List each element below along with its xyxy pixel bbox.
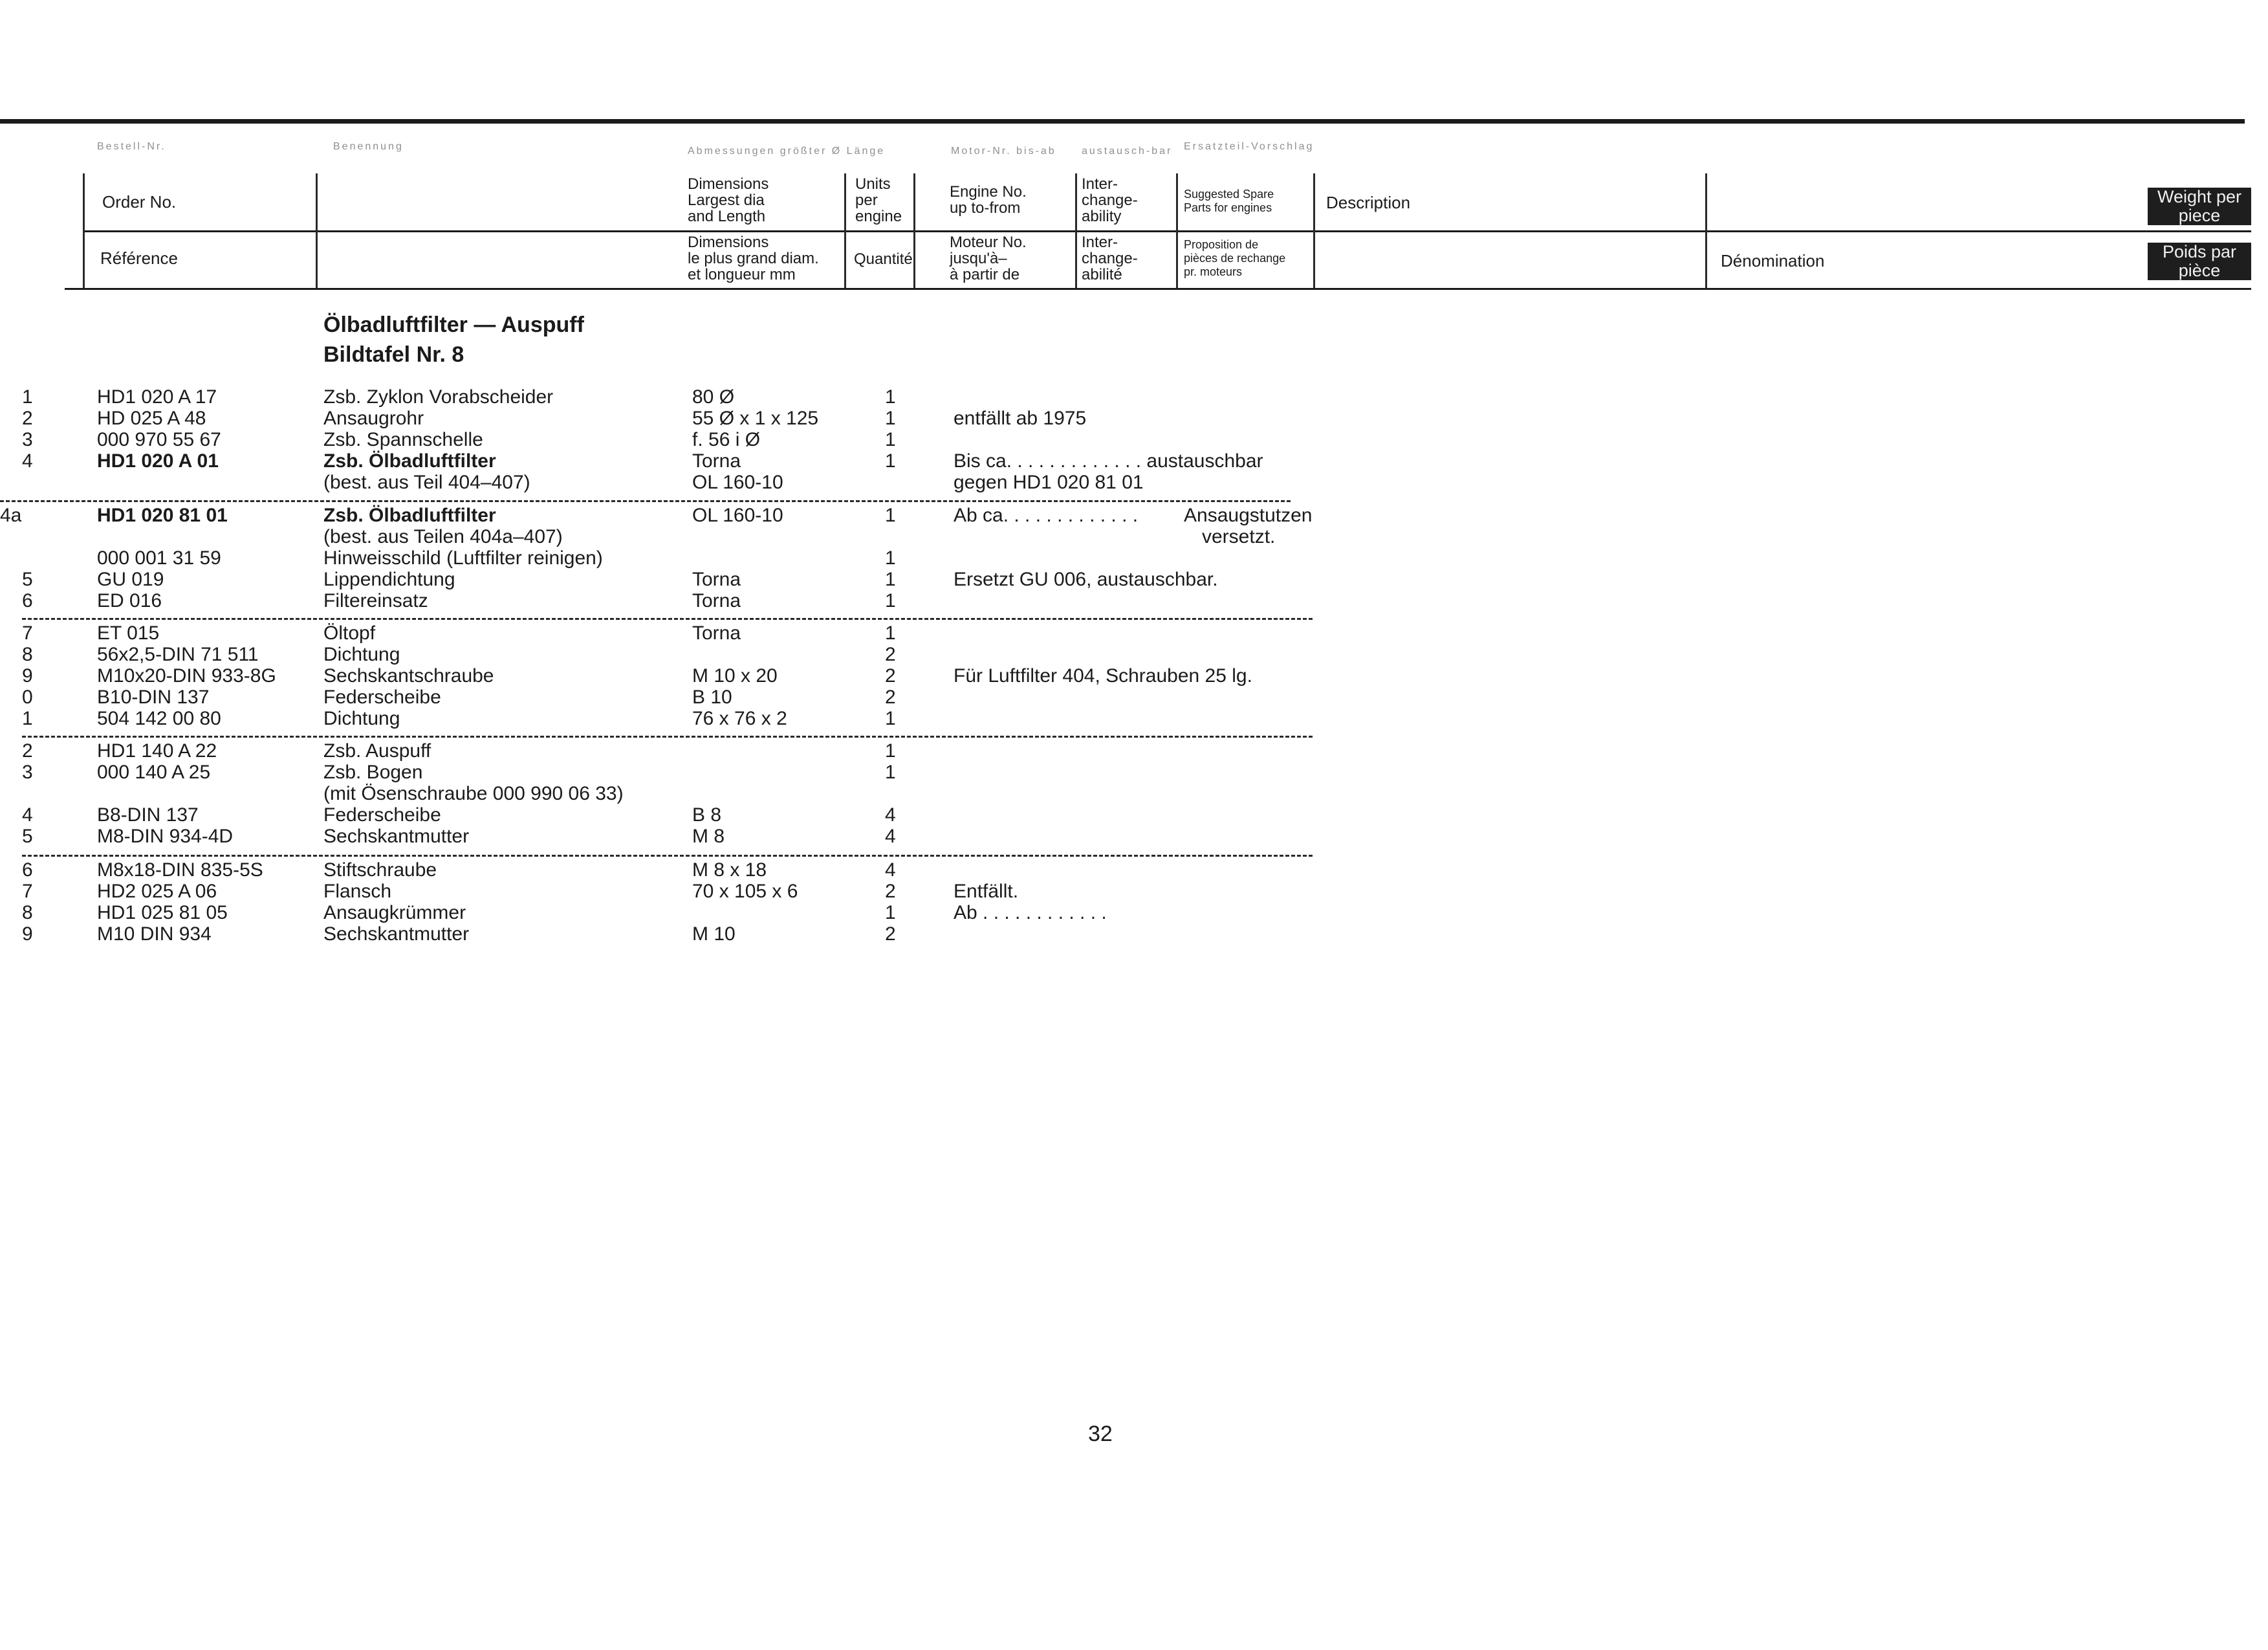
col-line [1313, 173, 1315, 289]
interchangeability-header: Inter- change- ability [1082, 175, 1138, 225]
col-line [1705, 173, 1707, 289]
table-row: 7 ET 015 Öltopf Torna 1 [22, 622, 896, 644]
moteur-no-header: Moteur No. jusqu'à– à partir de [950, 234, 1027, 283]
table-row: 2 HD1 140 A 22 Zsb. Auspuff 1 [22, 740, 896, 762]
header-bottom-rule [65, 288, 2251, 290]
faint-engine-label: Motor-Nr. bis-ab [951, 146, 1056, 157]
quantite-header: Quantité [854, 250, 913, 268]
top-rule [0, 119, 2245, 124]
table-row: 2 HD 025 A 48 Ansaugrohr 55 Ø x 1 x 125 1 entfällt ab 1975 [22, 408, 1087, 429]
proposition-header: Proposition de pièces de rechange pr. moteurs [1184, 238, 1286, 278]
table-row: 6 ED 016 Filtereinsatz Torna 1 [22, 590, 896, 611]
faint-order-label: Bestell-Nr. [97, 141, 166, 152]
table-row: 7 HD2 025 A 06 Flansch 70 x 105 x 6 2 Entfällt. [22, 881, 1019, 902]
table-row: 3 000 140 A 25 Zsb. Bogen 1 [22, 762, 896, 783]
col-line [316, 173, 318, 289]
table-row: 1 504 142 00 80 Dichtung 76 x 76 x 2 1 [22, 708, 896, 729]
dimensions-fr-header: Dimensions le plus grand diam. et longueur mm [688, 234, 819, 283]
table-row: 0 B10-DIN 137 Federscheibe B 10 2 [22, 687, 896, 708]
group-separator [22, 855, 1313, 857]
col-line [913, 173, 915, 289]
reference-header: Référence [100, 248, 178, 268]
faint-spare-label: Ersatzteil-Vorschlag [1184, 141, 1314, 152]
description-header: Description [1326, 193, 1411, 212]
table-row: (best. aus Teilen 404a–407) versetzt. [323, 526, 1276, 547]
header-separator-1 [84, 230, 2251, 232]
table-row: 8 56x2,5-DIN 71 511 Dichtung 2 [22, 644, 896, 665]
order-no-header: Order No. [102, 192, 177, 212]
group-separator [22, 736, 1313, 738]
dimensions-header: Dimensions Largest dia and Length [688, 175, 769, 225]
interchangeabilite-header: Inter- change- abilité [1082, 234, 1138, 283]
col-line [844, 173, 846, 289]
units-header: Units per engine [855, 175, 902, 225]
table-row: 9 M10 DIN 934 Sechskantmutter M 10 2 [22, 923, 896, 945]
section-subtitle: Bildtafel Nr. 8 [323, 342, 464, 367]
poids-par-piece-header: Poids par pièce [2148, 243, 2251, 280]
table-row: 9 M10x20-DIN 933-8G Sechskantschraube M 10 x 20 2 Für Luftfilter 404, Schrauben 25 lg. [22, 665, 1252, 687]
col-line [1075, 173, 1077, 289]
faint-dims-label: Abmessungen größter Ø Länge [688, 146, 886, 157]
faint-inter-label: austausch-bar [1082, 146, 1173, 157]
table-row: 5 GU 019 Lippendichtung Torna 1 Ersetzt GU 006, austauschbar. [22, 569, 1218, 590]
table-row: 3 000 970 55 67 Zsb. Spannschelle f. 56 i Ø 1 [22, 429, 896, 450]
table-row: 4 B8-DIN 137 Federscheibe B 8 4 [22, 804, 896, 826]
table-row: 1 HD1 020 A 17 Zsb. Zyklon Vorabscheider 80 Ø 1 [22, 386, 896, 408]
table-row: (mit Ösenschraube 000 990 06 33) [323, 783, 624, 804]
table-row: 8 HD1 025 81 05 Ansaugkrümmer 1 Ab . . . . . . . . . . . . [22, 902, 1107, 923]
table-row: 6 M8x18-DIN 835-5S Stiftschraube M 8 x 18 4 [22, 859, 896, 881]
table-row: (best. aus Teil 404–407) OL 160-10 gegen HD1 020 81 01 [323, 472, 1144, 493]
table-row: 4a HD1 020 81 01 Zsb. Ölbadluftfilter OL 160-10 1 Ab ca. . . . . . . . . . . . . Ansaugstutzen [0, 505, 1313, 526]
group-separator [0, 500, 1291, 502]
col-line [1176, 173, 1178, 289]
spare-parts-header: Suggested Spare Parts for engines [1184, 188, 1274, 214]
group-separator [22, 618, 1313, 620]
engine-no-header: Engine No. up to-from [950, 183, 1027, 217]
col-line [83, 173, 85, 289]
table-row: 000 001 31 59 Hinweisschild (Luftfilter reinigen) 1 [97, 547, 896, 569]
page-number: 32 [1088, 1422, 1113, 1446]
faint-name-label: Benennung [333, 141, 404, 152]
weight-per-piece-header: Weight per piece [2148, 188, 2251, 225]
table-row: 4 HD1 020 A 01 Zsb. Ölbadluftfilter Torna 1 Bis ca. . . . . . . . . . . . . austauschbar [22, 450, 1263, 472]
table-row: 5 M8-DIN 934-4D Sechskantmutter M 8 4 [22, 826, 896, 847]
denomination-header: Dénomination [1721, 251, 1825, 270]
section-title: Ölbadluftfilter — Auspuff [323, 313, 584, 337]
